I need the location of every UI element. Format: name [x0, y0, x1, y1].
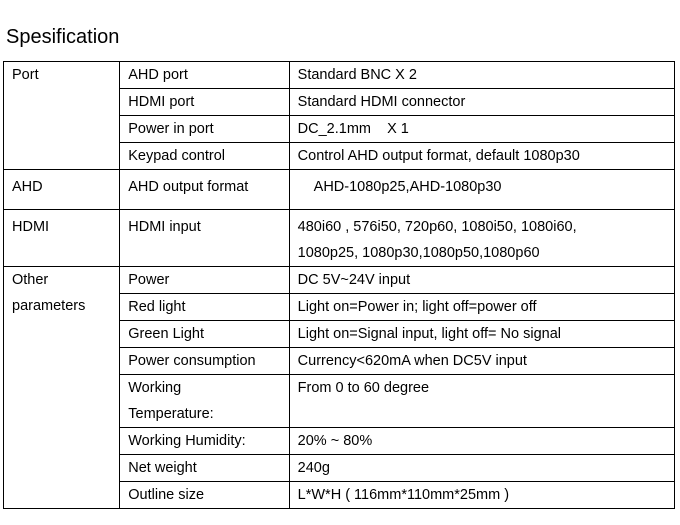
value-ahd-output-format: AHD-1080p25,AHD-1080p30	[289, 170, 674, 210]
category-other-line1: Other	[12, 272, 49, 288]
item-power: Power	[120, 267, 289, 294]
table-row	[4, 210, 675, 267]
value-keypad-control: Control AHD output format, default 1080p30	[289, 143, 674, 170]
value-power: DC 5V~24V input	[289, 267, 674, 294]
value-working-humidity: 20% ~ 80%	[289, 428, 674, 455]
item-net-weight: Net weight	[120, 455, 289, 482]
category-other-parameters	[4, 267, 120, 509]
item-working-temperature	[120, 375, 289, 428]
item-ahd-output-format: AHD output format	[120, 170, 289, 210]
item-power-in-port: Power in port	[120, 116, 289, 143]
value-net-weight: 240g	[289, 455, 674, 482]
item-working-humidity: Working Humidity:	[120, 428, 289, 455]
value-outline-size: L*W*H ( 116mm*110mm*25mm )	[289, 482, 674, 509]
item-hdmi-port: HDMI port	[120, 89, 289, 116]
item-hdmi-input: HDMI input	[120, 210, 289, 267]
table-row	[4, 267, 675, 294]
item-red-light: Red light	[120, 294, 289, 321]
item-ahd-port: AHD port	[120, 62, 289, 89]
value-hdmi-input-line2: 1080p25, 1080p30,1080p50,1080p60	[297, 245, 540, 261]
item-power-consumption: Power consumption	[120, 348, 289, 375]
item-working-temperature-line2: Temperature:	[128, 406, 214, 422]
table-row	[4, 170, 675, 210]
value-power-in-port: DC_2.1mm X 1	[289, 116, 674, 143]
value-hdmi-input-line1: 480i60 , 576i50, 720p60, 1080i50, 1080i60,	[297, 219, 577, 235]
value-green-light: Light on=Signal input, light off= No signal	[289, 321, 674, 348]
page-title: Spesification	[6, 26, 120, 48]
category-other-line2: parameters	[12, 298, 86, 314]
table-row	[4, 62, 675, 89]
item-green-light: Green Light	[120, 321, 289, 348]
value-ahd-port: Standard BNC X 2	[289, 62, 674, 89]
spec-table	[3, 61, 675, 509]
value-power-consumption: Currency<620mA when DC5V input	[289, 348, 674, 375]
category-hdmi: HDMI	[4, 210, 120, 267]
value-working-temperature: From 0 to 60 degree	[289, 375, 674, 428]
value-hdmi-input	[289, 210, 674, 267]
category-ahd: AHD	[4, 170, 120, 210]
item-outline-size: Outline size	[120, 482, 289, 509]
item-keypad-control: Keypad control	[120, 143, 289, 170]
value-red-light: Light on=Power in; light off=power off	[289, 294, 674, 321]
category-port: Port	[4, 62, 120, 170]
item-working-temperature-line1: Working	[128, 380, 182, 396]
value-hdmi-port: Standard HDMI connector	[289, 89, 674, 116]
